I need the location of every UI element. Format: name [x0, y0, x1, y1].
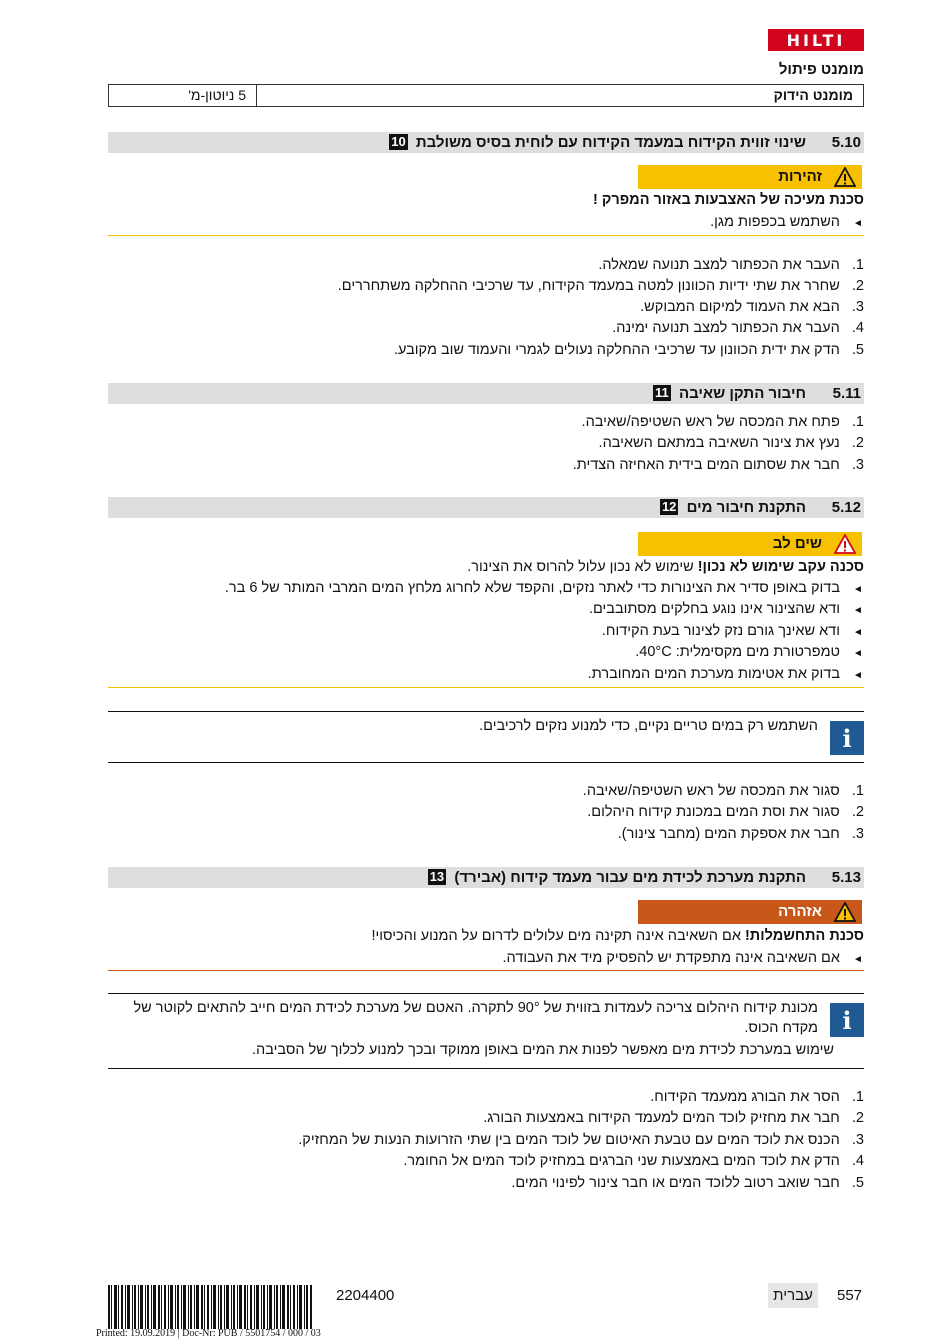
caution-bullet: השתמש בכפפות מגן.: [710, 214, 840, 230]
language-label: עברית: [768, 1283, 818, 1308]
torque-label: מומנט הידוק: [256, 85, 863, 106]
notice-bullet: טמפרטורת מים מקסימלית: 40°C.: [635, 644, 840, 660]
notice-bullet: ודא שאינך גורם נזק לצינור בעת הקידוח.: [601, 623, 840, 639]
section-number: 5.13: [831, 869, 861, 886]
info-divider-top: [108, 993, 864, 994]
list-item: 2. חבר את מחזיק לוכד המים למעמד הקידוח באמצעות הבורג.: [483, 1110, 864, 1126]
list-item: 4. העבר את הכפתור למצב תנועה ימינה.: [612, 320, 864, 336]
section-header-5-11: [108, 383, 864, 404]
bullet-icon: ◄: [853, 648, 863, 659]
list-item: 3. הבא את העמוד למיקום המבוקש.: [640, 299, 864, 315]
torque-title: מומנט פיתול: [778, 61, 864, 78]
section-title-text: התקנת מערכת לכידת מים עבור מעמד קידוח (אבירד): [454, 869, 806, 886]
section-title-text: חיבור התקן שאיבה: [678, 385, 806, 402]
info-text: השתמש רק במים טריים נקיים, כדי למנוע נזקים לרכיבים.: [479, 718, 818, 734]
section-number: 5.11: [832, 385, 861, 402]
caution-divider: [108, 235, 864, 236]
torque-table: [108, 84, 864, 107]
section-title: [660, 499, 806, 516]
warning-triangle-icon: [834, 534, 856, 554]
bullet-icon: ◄: [853, 954, 863, 965]
warning-divider: [108, 970, 864, 971]
list-item: 2. שחרר את שתי ידיות הכוונון למטה במעמד הקידוח, עד שרכיבי ההחלקה משתחררים.: [337, 278, 864, 294]
list-item: 3. חבר את שסתום המים בידית האחיזה הצדית.: [572, 457, 864, 473]
warning-triangle-icon: [834, 167, 856, 187]
bullet-icon: ◄: [853, 627, 863, 638]
list-item: 4. הדק את לוכד המים באמצעות שני הברגים במחזיק לוכד המים אל החומר.: [403, 1153, 864, 1169]
torque-value: 5 ניוטון-מ': [188, 87, 246, 103]
section-title-text: התקנת חיבור מים: [686, 499, 806, 516]
warning-bar: [638, 900, 862, 924]
section-header-5-12: [108, 497, 864, 518]
printed-info: Printed: 19.09.2019 | Doc-Nr: PUB / 5501754 / 000 / 03: [96, 1328, 321, 1339]
caution-label: זהירות: [778, 168, 822, 185]
list-item: 5. הדק את ידית הכוונון עד שרכיבי ההחלקה נעולים לגמרי והעמוד שוב מקובע.: [393, 342, 864, 358]
list-item: 5. חבר שואב רטוב ללוכד המים או חבר צינור לפינוי המים.: [511, 1175, 864, 1191]
list-item: 1. פתח את המכסה של ראש השטיפה/שאיבה.: [581, 414, 864, 430]
info-divider-bottom: [108, 762, 864, 763]
list-item: 1. סגור את המכסה של ראש השטיפה/שאיבה.: [582, 783, 864, 799]
warning-label: אזהרה: [778, 903, 822, 920]
hilti-logo: [768, 29, 864, 51]
section-header-5-10: [108, 132, 864, 153]
section-title: [653, 385, 806, 402]
page-number: 557: [837, 1287, 863, 1304]
caution-bar: [638, 165, 862, 189]
figure-badge: 12: [661, 499, 677, 514]
warning-bullet: אם השאיבה אינה מתפקדת יש להפסיק מיד את העבודה.: [502, 950, 840, 966]
caution-text: סכנת מעיכה של האצבעות באזור המפרק !: [593, 192, 864, 208]
figure-badge: 13: [429, 869, 445, 884]
section-number: 5.10: [831, 134, 861, 151]
info-divider-top: [108, 711, 864, 712]
list-item: 2. נעץ את צינור השאיבה במתאם השאיבה.: [598, 435, 864, 451]
barcode: [108, 1285, 312, 1329]
list-item: 1. העבר את הכפתור למצב תנועה שמאלה.: [598, 257, 864, 273]
section-title: [389, 134, 806, 151]
notice-text: סכנה עקב שימוש לא נכון! שימוש לא נכון עלול להרוס את הצינור.: [467, 559, 864, 575]
warning-triangle-icon: [834, 902, 856, 922]
section-title-text: שינוי זווית הקידוח במעמד הקידוח עם לוחית בסיס משולבת: [415, 134, 806, 151]
notice-label: שים לב: [772, 535, 822, 552]
section-header-5-13: [108, 867, 864, 888]
figure-badge: 11: [655, 385, 669, 400]
info-text-line: שימוש במערכת לכידת מים מאפשר לפנות את המים באופן ממוקד ובכך למנוע לכלוך של הסביבה.: [251, 1042, 834, 1058]
notice-bullet: בדוק את אטימות מערכת המים המחוברת.: [587, 666, 840, 682]
notice-bullet: ודא שהצינור אינו נוגע בחלקים מסתובבים.: [588, 601, 840, 617]
info-icon: i: [830, 721, 864, 755]
document-code: 2204400: [336, 1287, 395, 1304]
list-item: 1. הסר את הבורג ממעמד הקידוח.: [650, 1089, 864, 1105]
info-icon: i: [830, 1003, 864, 1037]
section-number: 5.12: [831, 499, 861, 516]
notice-bullet: בדוק באופן סדיר את הצינורות כדי לאתר נזקים, והקפד שלא לחרוג מלחץ המים המרבי המותר של 6 בר.: [224, 580, 840, 596]
list-item: 3. חבר את אספקת המים (מחבר צינור).: [617, 826, 864, 842]
warning-text: סכנת התחשמלות! אם השאיבה אינה תקינה מים עלולים לדרום על המנוע והכיסוי!: [371, 928, 864, 944]
info-divider-bottom: [108, 1068, 864, 1069]
bullet-icon: ◄: [853, 218, 863, 229]
section-title: [428, 869, 806, 886]
list-item: 3. הכנס את לוכד המים עם טבעת האיטום של לוכד המים בין שתי הזרועות הנעות של המחזיק.: [298, 1132, 864, 1148]
list-item: 2. סגור את וסת המים במכונת קידוח היהלום.: [587, 804, 864, 820]
info-text-line: מקדח הכוס.: [744, 1020, 818, 1036]
notice-bar: [638, 532, 862, 556]
bullet-icon: ◄: [853, 670, 863, 681]
notice-divider: [108, 687, 864, 688]
info-text-line: מכונת קידוח היהלום צריכה לעמדות בזווית של 90° לתקרה. האטם של מערכת לכידת המים חייב להתאים לקוטר של: [133, 1000, 818, 1016]
bullet-icon: ◄: [853, 605, 863, 616]
bullet-icon: ◄: [853, 584, 863, 595]
figure-badge: 10: [391, 134, 406, 149]
logo-text: HILTI: [786, 31, 846, 50]
